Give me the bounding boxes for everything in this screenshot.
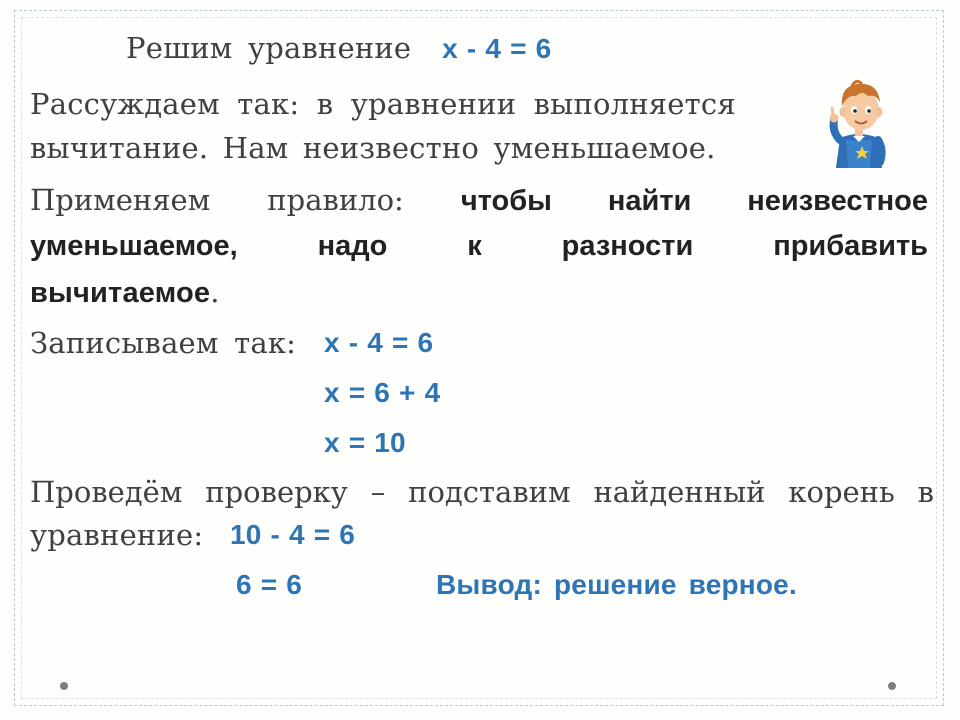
solution-line-1 xyxy=(30,325,296,361)
solution-label: Записываем так: xyxy=(30,326,297,360)
rule-intro: Применяем правило: xyxy=(30,183,404,217)
boy-pointing-icon xyxy=(826,76,892,168)
corner-dot-right xyxy=(888,682,896,690)
reasoning-line-1: Рассуждаем так: в уравнении выполняется xyxy=(30,87,736,121)
title-line xyxy=(126,30,551,67)
rule-bold-3: вычитаемое xyxy=(30,277,211,309)
solution-step-1: х - 4 = 6 xyxy=(324,327,434,358)
check-result: 6 = 6 xyxy=(236,569,303,600)
check-equation: 10 - 4 = 6 xyxy=(230,519,356,550)
reasoning-line-2: вычитание. Нам неизвестно уменьшаемое. xyxy=(30,131,716,165)
corner-dot-left xyxy=(60,682,68,690)
rule-period: . xyxy=(210,275,220,309)
rule-line-3 xyxy=(30,274,220,311)
conclusion: Вывод: решение верное. xyxy=(436,569,797,600)
title-text: Решим уравнение xyxy=(126,31,412,65)
check-line-2 xyxy=(30,517,203,553)
title-equation: х - 4 = 6 xyxy=(442,33,552,64)
rule-bold-1: чтобы найти неизвестное xyxy=(460,185,929,217)
rule-line-2: уменьшаемое, надо к разности прибавить xyxy=(30,230,928,262)
solution-step-3: х = 10 xyxy=(324,427,406,458)
check-line-1: Проведём проверку – подставим найденный корень в xyxy=(30,475,934,509)
rule-line-1 xyxy=(30,178,928,224)
check-prefix: уравнение: xyxy=(30,518,204,552)
solution-step-2: х = 6 + 4 xyxy=(324,377,441,408)
